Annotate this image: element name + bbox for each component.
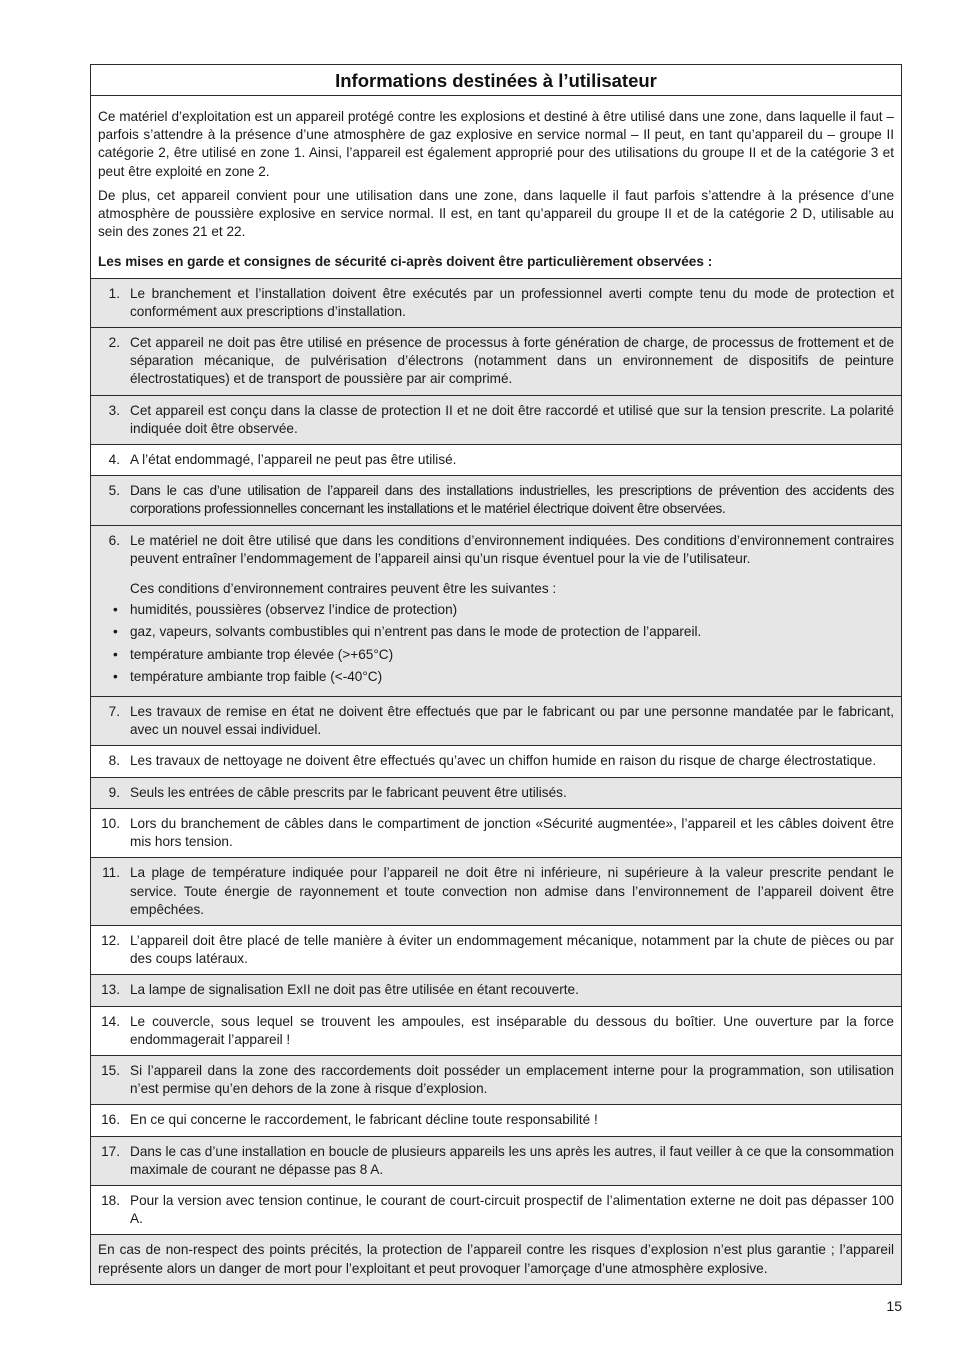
item-number: 2. [108, 335, 120, 351]
list-item [91, 445, 901, 476]
list-item [113, 668, 894, 686]
item-text: Le branchement et l’installation doivent être exécutés par un professionnel averti compte tenu du mode de protection et conformément aux prescriptions d’installation. [130, 285, 894, 319]
condition-text: température ambiante trop élevée (>+65°C) [130, 646, 394, 662]
safety-info-table [90, 64, 902, 1285]
item-text: La lampe de signalisation ExII ne doit pas être utilisée en étant recouverte. [130, 982, 579, 998]
item-number: 15. [101, 1062, 120, 1078]
item-text: Dans le cas d’une utilisation de l’appareil dans des installations industrielles, les prescriptions de prévention des accidents des corporations professionnelles concernant les installations et le matériel électrique doivent être observées. [130, 483, 894, 517]
item-text: Les travaux de remise en état ne doivent être effectués que par le fabricant ou par une personne mandatée par le fabricant, avec un nouvel essai individuel. [130, 704, 894, 738]
list-item [91, 697, 901, 746]
item-number: 16. [101, 1112, 120, 1128]
conditions-list [113, 601, 894, 686]
list-item [91, 858, 901, 926]
list-item [91, 1056, 901, 1105]
item-text-block [113, 532, 894, 690]
item-number: 17. [101, 1143, 120, 1159]
list-item [113, 601, 894, 619]
list-item [91, 746, 901, 777]
item-number: 8. [108, 753, 120, 769]
item-text: Pour la version avec tension continue, le courant de court-circuit prospectif de l’alimentation externe ne doit pas dépasser 100 A. [130, 1192, 894, 1227]
item-text: A l’état endommagé, l’appareil ne peut pas être utilisé. [130, 452, 457, 468]
item-text: Lors du branchement de câbles dans le compartiment de jonction «Sécurité augmentée», l’appareil et les câbles doivent être mis hors tension. [130, 815, 894, 850]
item-number: 10. [101, 815, 120, 831]
item-number: 6. [108, 532, 120, 548]
item-text: La plage de température indiquée pour l’appareil ne doit être ni inférieure, ni supérieure à la valeur prescrite pendant le service. Toute énergie de rayonnement et toute convection non admise dans l’environnement de l’appareil doivent être empêchées. [130, 865, 894, 917]
item-text: Les travaux de nettoyage ne doivent être effectués qu’avec un chiffon humide en raison du risque de charge électrostatique. [130, 753, 877, 769]
item-number: 11. [102, 865, 120, 881]
item-text: Si l’appareil dans la zone des raccordements doit posséder un emplacement interne pour la programmation, son utilisation n’est permise qu’en dehors de la zone à risque d’explosion. [130, 1062, 894, 1097]
list-item [91, 1007, 901, 1056]
item-text: En ce qui concerne le raccordement, le fabricant décline toute responsabilité ! [130, 1112, 598, 1128]
item-number: 14. [101, 1013, 120, 1029]
list-item [91, 1137, 901, 1186]
conditions-intro: Ces conditions d’environnement contraires peuvent être les suivantes : [130, 581, 557, 597]
page-title: Informations destinées à l’utilisateur [91, 65, 901, 96]
condition-text: gaz, vapeurs, solvants combustibles qui n’entrent pas dans le mode de protection de l’appareil. [130, 624, 702, 640]
item-text: Dans le cas d’une installation en boucle de plusieurs appareils les uns après les autres, il faut veiller à ce que la consommation maximale de courant ne dépasse pas 8 A. [130, 1143, 894, 1177]
item-number: 9. [108, 784, 120, 800]
item-number: 5. [108, 483, 120, 499]
closing-note: En cas de non-respect des points précités, la protection de l’appareil contre les risques d’explosion n’est plus garantie ; l’appareil représente alors un danger de mort pour l’exploitant et peut provoquer l’amorçage d’une atmosphère explosive. [91, 1235, 901, 1283]
list-item [91, 778, 901, 809]
list-item [113, 646, 894, 664]
intro-paragraph-1: Ce matériel d’exploitation est un appareil protégé contre les explosions et destiné à être utilisé dans une zone, dans laquelle il faut – parfois s’attendre à la présence d’une atmosphère de gaz explosive en service normal – Il peut, en tant qu’appareil du – groupe II catégorie 2, être utilisé en zone 1. Ainsi, l’appareil est également approprié pour des utilisations du groupe II et de la catégorie 3 et peut être exploité en zone 2. [98, 109, 894, 179]
condition-text: température ambiante trop faible (<-40°C) [130, 668, 383, 684]
bullet-icon: • [113, 646, 118, 662]
intro-paragraph-2: De plus, cet appareil convient pour une utilisation dans une zone, dans laquelle il faut parfois s’attendre à la présence d’une atmosphère de poussière explosive en service normal. Il est, en tant qu’appareil du groupe II et de la catégorie 2 D, utilisable au sein des zones 21 et 22. [98, 187, 894, 240]
item-number: 4. [108, 452, 120, 468]
item-text: L’appareil doit être placé de telle manière à éviter un endommagement mécanique, notamment par la chute de pièces ou par des coups latéraux. [130, 932, 894, 967]
list-item [91, 1186, 901, 1235]
item-number: 3. [108, 402, 120, 418]
item-text: Le couvercle, sous lequel se trouvent les ampoules, est inséparable du dessous du boîtier. Une ouverture par la force endommagerait l’appareil ! [130, 1013, 894, 1047]
list-item [91, 279, 901, 328]
list-item [91, 975, 901, 1006]
item-text: Cet appareil ne doit pas être utilisé en présence de processus à forte génération de charge, de processus de frottement et de séparation mécanique, de pulvérisation d’électrons (notamment dans un environnement de dispositifs de peinture électrostatiques) et de transport de poussière par air comprimé. [130, 335, 894, 387]
item-number: 12. [101, 932, 120, 948]
list-item [91, 328, 901, 396]
list-item [113, 623, 894, 641]
list-item [91, 476, 901, 525]
item-text: Cet appareil est conçu dans la classe de protection II et ne doit être raccordé et utilisé que sur la tension prescrite. La polarité indiquée doit être observée. [130, 402, 894, 436]
list-item [91, 926, 901, 975]
bullet-icon: • [113, 624, 118, 640]
condition-text: humidités, poussières (observez l’indice de protection) [130, 602, 458, 618]
list-item [91, 526, 901, 697]
intro-section [91, 96, 901, 279]
page-number: 15 [886, 1298, 902, 1314]
item-number: 1. [108, 285, 120, 301]
list-item [91, 1105, 901, 1136]
item-text: Le matériel ne doit être utilisé que dans les conditions d’environnement indiquées. Des conditions d’environnement contraires peuvent entraîner l’endommagement de l’appareil ainsi qu’un risque éventuel pour la vie de l’utilisateur. [130, 532, 894, 566]
warning-heading: Les mises en garde et consignes de sécurité ci-après doivent être particulièrement observées : [98, 254, 713, 270]
item-number: 7. [108, 704, 120, 720]
item-number: 13. [101, 982, 120, 998]
bullet-icon: • [113, 602, 118, 618]
list-item [91, 809, 901, 858]
item-text: Seuls les entrées de câble prescrits par le fabricant peuvent être utilisés. [130, 784, 567, 800]
bullet-icon: • [113, 668, 118, 684]
list-item [91, 396, 901, 445]
item-number: 18. [101, 1192, 120, 1208]
